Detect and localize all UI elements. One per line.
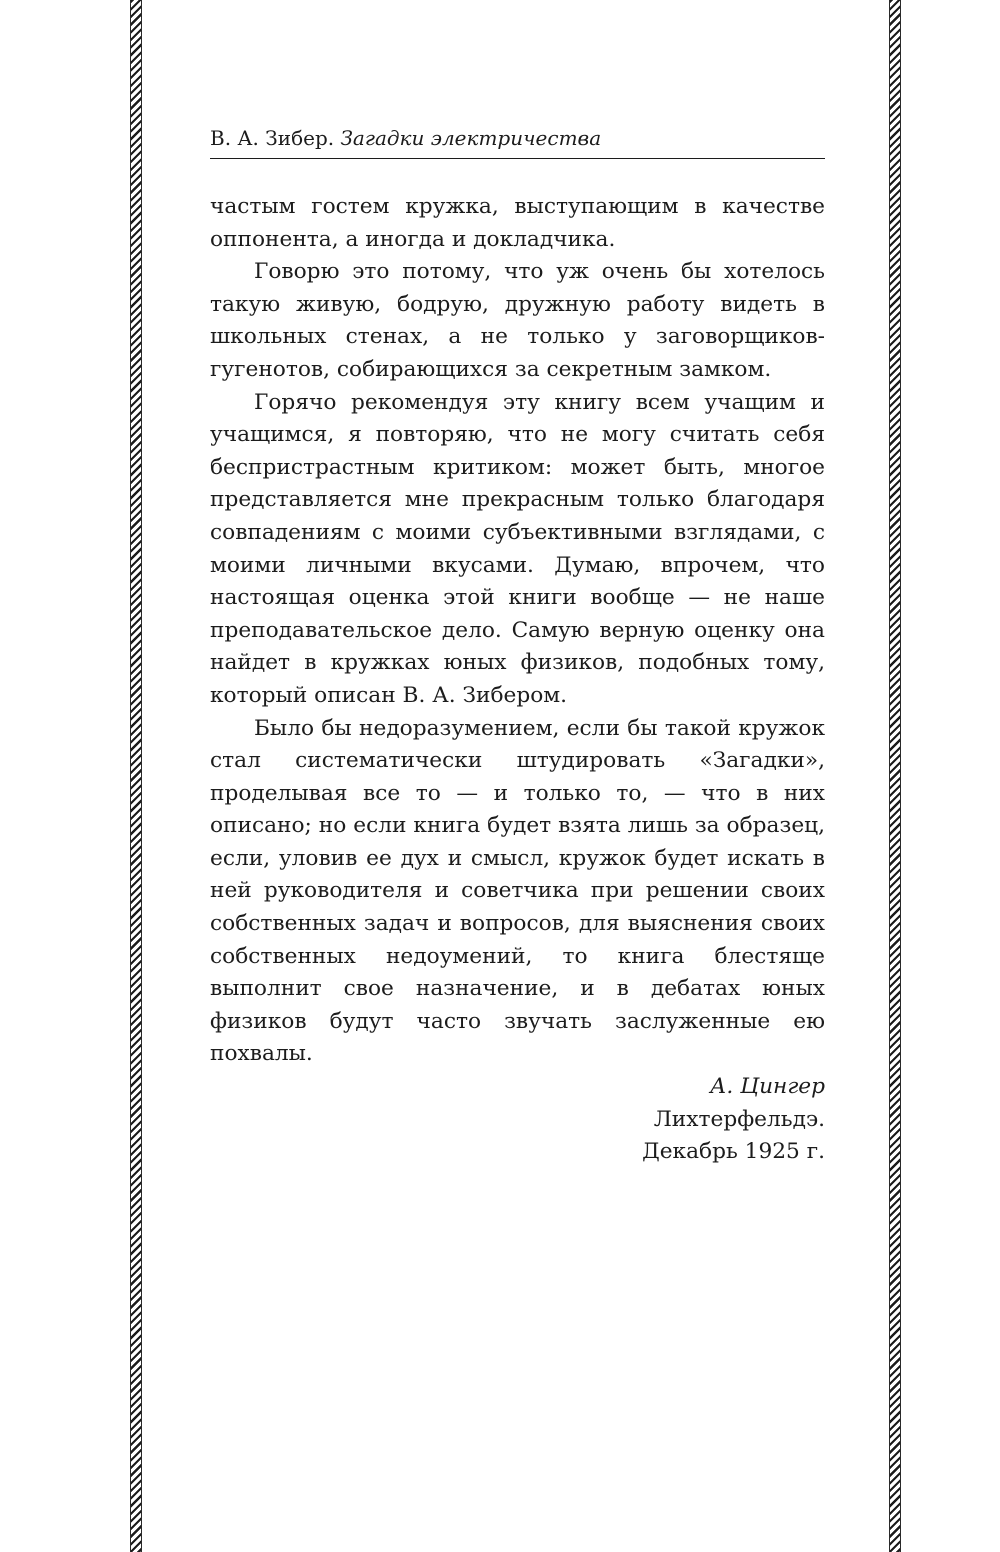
signature-date: Декабрь 1925 г. — [642, 1139, 825, 1165]
paragraph: Было бы недоразумением, если бы такой кружок стал систематически штудировать «Загадки», проделывая все то — и только то, — что в них описано; но если книга будет взята лишь за образец, если, уловив ее дух и смысл, кружок будет искать в ней руководителя и советчика при решении своих собственных задач и вопросов, для выяснения своих собственных недоумений, то книга блестяще выполнит свое назначение, и в дебатах юных физиков будут часто звучать заслуженные ею похвалы. — [210, 715, 825, 1067]
running-head-author: В. А. Зибер. — [210, 126, 335, 150]
signature-author: А. Цингер — [709, 1074, 825, 1099]
paragraph: Горячо рекомендуя эту книгу всем учащим и учащимся, я повторяю, что не могу считать себя беспристрастным критиком: может быть, многое представляется мне прекрасным только благодаря совпадениям с моими субъективными взглядами, с моими личными вкусами. Думаю, впрочем, что настоящая оценка этой книги вообще — не наше преподавательское дело. Самую верную оценку она найдет в кружках юных физиков, подобных тому, который описан В. А. Зибером. — [210, 389, 825, 708]
signature-block — [210, 1071, 825, 1169]
body-text — [210, 191, 825, 1071]
running-head — [210, 118, 825, 159]
decorative-border-right — [889, 0, 901, 1552]
signature-place: Лихтерфельдэ. — [653, 1106, 825, 1132]
paragraph: частым гостем кружка, выступающим в качестве оппонента, а иногда и докладчика. — [210, 194, 825, 252]
paragraph: Говорю это потому, что уж очень бы хотелось такую живую, бодрую, дружную работу видеть в школьных стенах, а не только у заговорщиков-гугенотов, собирающихся за секретным замком. — [210, 259, 825, 382]
running-head-title: Загадки электричества — [340, 126, 602, 150]
decorative-border-left — [130, 0, 142, 1552]
